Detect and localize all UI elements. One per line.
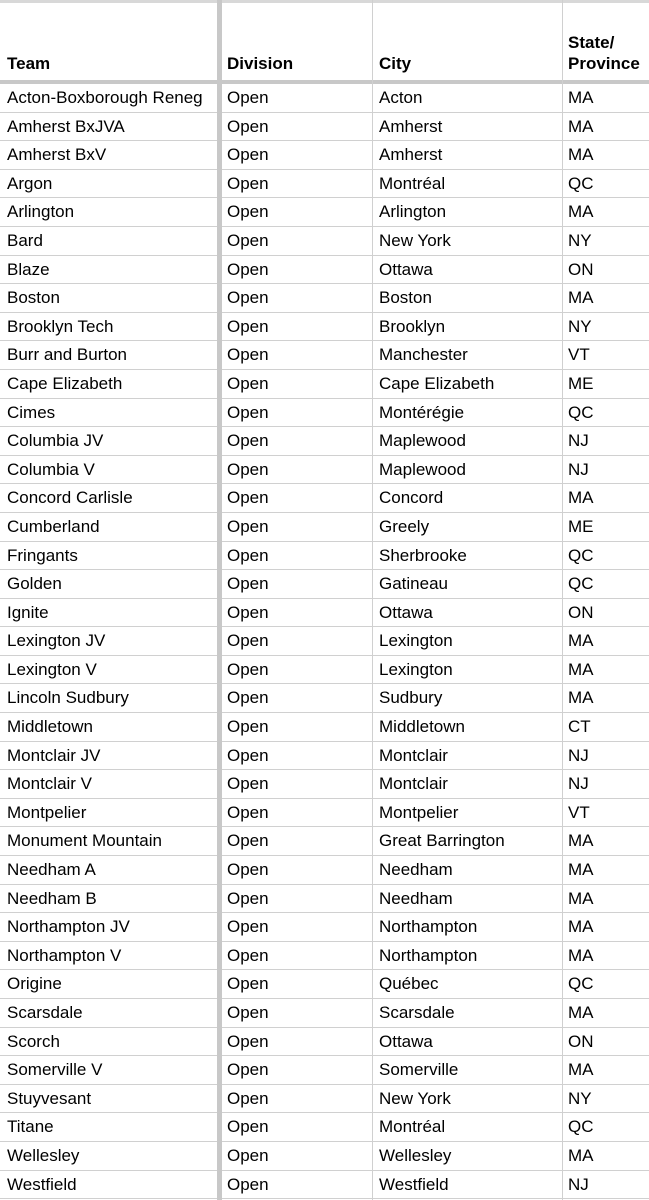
cell-state[interactable]: QC: [568, 173, 594, 193]
cell-division[interactable]: Open: [227, 659, 269, 679]
cell-division[interactable]: Open: [227, 116, 269, 136]
cell-city[interactable]: New York: [379, 1088, 451, 1108]
cell-state[interactable]: NY: [568, 230, 592, 250]
table-row: [0, 827, 649, 856]
cell-state[interactable]: MA: [568, 860, 594, 880]
cell-team[interactable]: Montclair JV: [7, 745, 101, 765]
cell-city[interactable]: Sudbury: [379, 688, 443, 708]
table-row: [0, 399, 649, 428]
cell-city[interactable]: Northampton: [379, 945, 478, 965]
cell-team[interactable]: Arlington: [7, 202, 75, 222]
table-row: [0, 684, 649, 713]
cell-state[interactable]: MA: [568, 116, 594, 136]
cell-city[interactable]: Arlington: [379, 202, 447, 222]
cell-state[interactable]: MA: [568, 888, 594, 908]
cell-state[interactable]: MA: [568, 831, 594, 851]
cell-state[interactable]: QC: [568, 402, 594, 422]
cell-state[interactable]: QC: [568, 1117, 594, 1137]
cell-state[interactable]: MA: [568, 631, 594, 651]
cell-city[interactable]: Ottawa: [379, 1031, 433, 1051]
cell-city[interactable]: Gatineau: [379, 574, 448, 594]
cell-state[interactable]: ME: [568, 516, 594, 536]
cell-team[interactable]: Stuyvesant: [7, 1088, 92, 1108]
cell-division[interactable]: Open: [227, 974, 269, 994]
column-header-team[interactable]: Team: [7, 54, 51, 73]
table-row: [0, 84, 649, 113]
cell-division[interactable]: Open: [227, 888, 269, 908]
cell-team[interactable]: Montclair V: [7, 774, 93, 794]
table-row: [0, 284, 649, 313]
cell-state[interactable]: MA: [568, 688, 594, 708]
cell-city[interactable]: Cape Elizabeth: [379, 373, 495, 393]
table-row: [0, 599, 649, 628]
cell-state[interactable]: MA: [568, 659, 594, 679]
column-header-state-line2: Province: [568, 54, 640, 73]
cell-team[interactable]: Scarsdale: [7, 1003, 83, 1022]
cell-division[interactable]: Open: [227, 688, 269, 708]
cell-state[interactable]: CT: [568, 717, 591, 737]
cell-team[interactable]: Columbia V: [7, 459, 95, 479]
cell-state[interactable]: MA: [568, 945, 594, 965]
cell-city[interactable]: Montréal: [379, 173, 446, 193]
cell-state[interactable]: VT: [568, 345, 590, 365]
table-row: [0, 913, 649, 942]
table-row: [0, 770, 649, 799]
cell-team[interactable]: Origine: [7, 974, 62, 994]
cell-city[interactable]: Maplewood: [379, 431, 466, 451]
cell-team[interactable]: Concord Carlisle: [7, 488, 133, 508]
cell-team[interactable]: Lexington V: [7, 659, 97, 679]
table-row: [0, 713, 649, 742]
cell-city[interactable]: Greely: [379, 516, 430, 536]
column-header-state-line1: State/: [568, 33, 615, 52]
cell-city[interactable]: Québec: [379, 974, 439, 994]
cell-team[interactable]: Westfield: [7, 1174, 77, 1194]
table-row: [0, 141, 649, 170]
cell-team[interactable]: Columbia JV: [7, 431, 104, 451]
cell-team[interactable]: Northampton JV: [7, 917, 130, 937]
cell-city[interactable]: Westfield: [379, 1174, 449, 1194]
column-header-city[interactable]: City: [379, 54, 412, 73]
cell-city[interactable]: Boston: [379, 288, 432, 308]
cell-city[interactable]: Wellesley: [379, 1145, 452, 1165]
cell-city[interactable]: Northampton: [379, 917, 478, 937]
cell-division[interactable]: Open: [227, 1145, 269, 1165]
table-row: [0, 999, 649, 1028]
table-body: [0, 84, 649, 1199]
cell-team[interactable]: Burr and Burton: [7, 345, 128, 365]
table-row: [0, 1085, 649, 1114]
cell-division[interactable]: Open: [227, 459, 269, 479]
cell-city[interactable]: Somerville: [379, 1060, 459, 1080]
cell-city[interactable]: Amherst: [379, 116, 443, 136]
cell-city[interactable]: Manchester: [379, 345, 468, 365]
cell-division[interactable]: Open: [227, 831, 269, 851]
cell-team[interactable]: Cape Elizabeth: [7, 373, 123, 393]
cell-state[interactable]: QC: [568, 545, 594, 565]
cell-division[interactable]: Open: [227, 88, 269, 107]
cell-team[interactable]: Amherst BxV: [7, 145, 107, 165]
cell-city[interactable]: Ottawa: [379, 259, 433, 279]
cell-state[interactable]: ON: [568, 259, 594, 279]
column-header-division[interactable]: Division: [227, 54, 294, 73]
cell-city[interactable]: Needham: [379, 888, 453, 908]
cell-team[interactable]: Monument Mountain: [7, 831, 162, 851]
cell-city[interactable]: Lexington: [379, 659, 453, 679]
cell-division[interactable]: Open: [227, 574, 269, 594]
cell-division[interactable]: Open: [227, 602, 269, 622]
cell-division[interactable]: Open: [227, 1003, 269, 1022]
cell-division[interactable]: Open: [227, 202, 269, 222]
table-row: [0, 627, 649, 656]
cell-city[interactable]: Needham: [379, 860, 453, 880]
table-row: [0, 256, 649, 285]
cell-team[interactable]: Ignite: [7, 602, 49, 622]
cell-state[interactable]: MA: [568, 202, 594, 222]
cell-city[interactable]: Montclair: [379, 745, 448, 765]
cell-team[interactable]: Golden: [7, 574, 62, 594]
cell-division[interactable]: Open: [227, 345, 269, 365]
table-row: [0, 1171, 649, 1200]
table-row: [0, 799, 649, 828]
cell-division[interactable]: Open: [227, 431, 269, 451]
cell-city[interactable]: Great Barrington: [379, 831, 505, 851]
cell-city[interactable]: Lexington: [379, 631, 453, 651]
cell-team[interactable]: Argon: [7, 173, 53, 193]
cell-division[interactable]: Open: [227, 173, 269, 193]
column-divider: [372, 0, 373, 1200]
cell-team[interactable]: Lincoln Sudbury: [7, 688, 129, 708]
table-row: [0, 227, 649, 256]
cell-team[interactable]: Needham B: [7, 888, 97, 908]
table-row: [0, 742, 649, 771]
cell-state[interactable]: VT: [568, 802, 590, 822]
cell-team[interactable]: Middletown: [7, 717, 93, 737]
table-row: [0, 1113, 649, 1142]
cell-division[interactable]: Open: [227, 1088, 269, 1108]
cell-division[interactable]: Open: [227, 774, 269, 794]
table-row: [0, 513, 649, 542]
cell-state[interactable]: MA: [568, 917, 594, 937]
cell-state[interactable]: ON: [568, 602, 594, 622]
cell-team[interactable]: Amherst BxJVA: [7, 116, 125, 136]
cell-team[interactable]: Fringants: [7, 545, 78, 565]
table-row: [0, 942, 649, 971]
table-row: [0, 341, 649, 370]
cell-team[interactable]: Lexington JV: [7, 631, 106, 651]
cell-division[interactable]: Open: [227, 145, 269, 165]
cell-state[interactable]: QC: [568, 974, 594, 994]
cell-state[interactable]: ME: [568, 373, 594, 393]
cell-city[interactable]: Middletown: [379, 717, 465, 737]
cell-division[interactable]: Open: [227, 1117, 269, 1137]
cell-division[interactable]: Open: [227, 288, 269, 308]
cell-city[interactable]: Montérégie: [379, 402, 465, 422]
cell-city[interactable]: Montpelier: [379, 802, 459, 822]
cell-team[interactable]: Somerville V: [7, 1060, 103, 1080]
cell-state[interactable]: NY: [568, 1088, 592, 1108]
table-row: [0, 856, 649, 885]
table-row: [0, 1056, 649, 1085]
cell-division[interactable]: Open: [227, 230, 269, 250]
cell-team[interactable]: Wellesley: [7, 1145, 80, 1165]
cell-state[interactable]: NY: [568, 316, 592, 336]
cell-state[interactable]: MA: [568, 145, 594, 165]
cell-division[interactable]: Open: [227, 1060, 269, 1080]
cell-division[interactable]: Open: [227, 488, 269, 508]
cell-team[interactable]: Northampton V: [7, 945, 122, 965]
cell-division[interactable]: Open: [227, 717, 269, 737]
cell-division[interactable]: Open: [227, 545, 269, 565]
cell-state[interactable]: NJ: [568, 459, 589, 479]
table-row: [0, 484, 649, 513]
cell-city[interactable]: Amherst: [379, 145, 443, 165]
cell-team[interactable]: Cumberland: [7, 516, 100, 536]
cell-city[interactable]: Concord: [379, 488, 444, 508]
cell-city[interactable]: Ottawa: [379, 602, 433, 622]
cell-city[interactable]: Brooklyn: [379, 316, 446, 336]
table-row: [0, 542, 649, 571]
cell-division[interactable]: Open: [227, 1031, 269, 1051]
cell-division[interactable]: Open: [227, 259, 269, 279]
cell-division[interactable]: Open: [227, 373, 269, 393]
frozen-column-divider[interactable]: [217, 0, 222, 1200]
cell-team[interactable]: Acton-Boxborough Reneg: [7, 88, 203, 107]
table-row: [0, 970, 649, 999]
table-row: [0, 570, 649, 599]
cell-state[interactable]: MA: [568, 488, 594, 508]
cell-division[interactable]: Open: [227, 860, 269, 880]
cell-city[interactable]: Montclair: [379, 774, 448, 794]
cell-state[interactable]: ON: [568, 1031, 594, 1051]
cell-team[interactable]: Boston: [7, 288, 60, 308]
cell-city[interactable]: Maplewood: [379, 459, 466, 479]
cell-state[interactable]: NJ: [568, 774, 589, 794]
cell-team[interactable]: Montpelier: [7, 802, 87, 822]
cell-city[interactable]: Montréal: [379, 1117, 446, 1137]
cell-team[interactable]: Blaze: [7, 259, 50, 279]
cell-team[interactable]: Cimes: [7, 402, 56, 422]
table-row: [0, 427, 649, 456]
cell-division[interactable]: Open: [227, 1174, 269, 1194]
cell-state[interactable]: MA: [568, 288, 594, 308]
cell-state[interactable]: NJ: [568, 1174, 589, 1194]
cell-team[interactable]: Titane: [7, 1117, 54, 1137]
cell-state[interactable]: MA: [568, 1145, 594, 1165]
cell-division[interactable]: Open: [227, 631, 269, 651]
cell-city[interactable]: Acton: [379, 88, 423, 107]
table-row: [0, 170, 649, 199]
cell-city[interactable]: Scarsdale: [379, 1003, 455, 1022]
cell-team[interactable]: Needham A: [7, 860, 96, 880]
cell-city[interactable]: New York: [379, 230, 451, 250]
cell-state[interactable]: QC: [568, 574, 594, 594]
cell-team[interactable]: Bard: [7, 230, 43, 250]
cell-division[interactable]: Open: [227, 802, 269, 822]
table-row: [0, 198, 649, 227]
column-divider: [562, 0, 563, 1200]
table-row: [0, 370, 649, 399]
table-row: [0, 1028, 649, 1057]
cell-state[interactable]: NJ: [568, 745, 589, 765]
table-row: [0, 313, 649, 342]
cell-division[interactable]: Open: [227, 316, 269, 336]
cell-state[interactable]: MA: [568, 88, 594, 107]
header-row: [0, 0, 649, 80]
cell-team[interactable]: Brooklyn Tech: [7, 316, 114, 336]
cell-city[interactable]: Sherbrooke: [379, 545, 467, 565]
cell-state[interactable]: MA: [568, 1060, 594, 1080]
cell-division[interactable]: Open: [227, 945, 269, 965]
cell-state[interactable]: MA: [568, 1003, 594, 1022]
cell-division[interactable]: Open: [227, 402, 269, 422]
table-row: [0, 456, 649, 485]
cell-division[interactable]: Open: [227, 917, 269, 937]
table-row: [0, 1142, 649, 1171]
table-row: [0, 113, 649, 142]
table-row: [0, 885, 649, 914]
cell-division[interactable]: Open: [227, 516, 269, 536]
cell-division[interactable]: Open: [227, 745, 269, 765]
table-row: [0, 656, 649, 685]
cell-state[interactable]: NJ: [568, 431, 589, 451]
cell-team[interactable]: Scorch: [7, 1031, 60, 1051]
column-header-state[interactable]: [568, 32, 640, 74]
